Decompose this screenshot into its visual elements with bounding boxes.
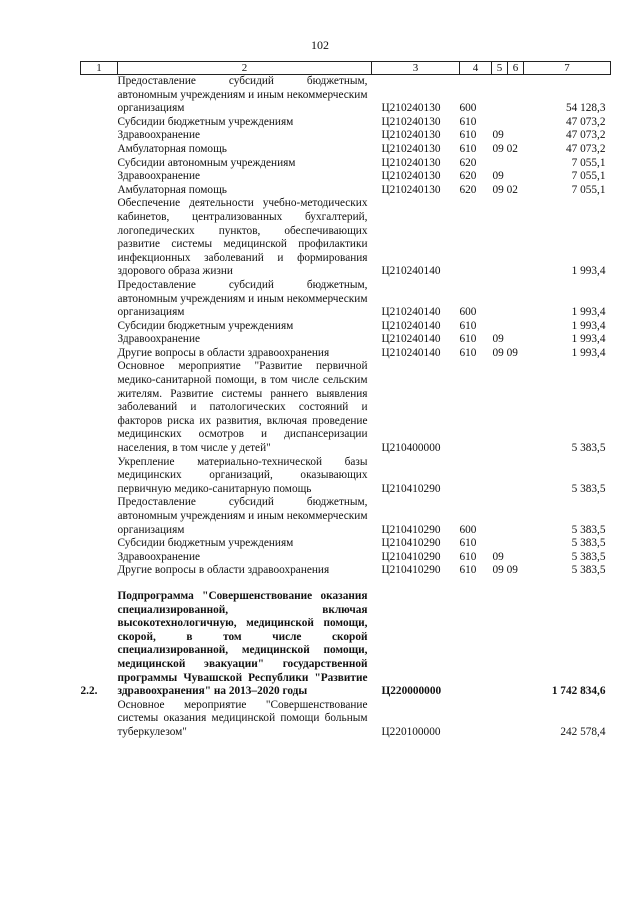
row-sum: 5 383,5 (571, 550, 606, 563)
row-group (460, 360, 492, 455)
table-row (81, 590, 611, 699)
column-header: 1 (81, 62, 118, 75)
table-row (81, 129, 611, 143)
table-row (81, 360, 611, 455)
row-code: Ц210240130 (381, 102, 441, 115)
row-name: Амбулаторная помощь (117, 142, 227, 155)
row-sum: 242 578,4 (560, 725, 606, 738)
row-sum: 1 993,4 (571, 306, 606, 319)
row-group: 620 (459, 156, 477, 169)
row-number (81, 143, 118, 157)
row-sum: 7 055,1 (571, 170, 606, 183)
row-code: Ц210240140 (381, 346, 441, 359)
row-sum: 7 055,1 (571, 183, 606, 196)
table-row (81, 496, 611, 537)
row-section (492, 537, 524, 551)
row-group: 610 (459, 129, 477, 142)
row-number (81, 75, 118, 116)
row-section (492, 157, 524, 171)
table-row (81, 197, 611, 279)
row-name: Основное мероприятие "Совершенствование системы оказания медицинской помощи больным туберкулезом" (117, 698, 368, 738)
row-sum: 47 073,2 (565, 142, 606, 155)
column-header: 3 (372, 62, 460, 75)
row-section (492, 496, 524, 537)
row-group: 610 (459, 333, 477, 346)
row-group: 610 (459, 564, 477, 577)
spacer-row (81, 578, 611, 590)
table-row (81, 184, 611, 198)
row-code: Ц210240130 (381, 170, 441, 183)
row-section (492, 320, 524, 334)
row-name: Субсидии автономным учреждениям (117, 156, 296, 169)
row-number (81, 157, 118, 171)
row-group (460, 197, 492, 279)
table-row (81, 75, 611, 116)
row-name: Здравоохранение (117, 170, 201, 183)
row-group: 600 (459, 306, 477, 319)
row-number: 2.2. (80, 685, 98, 698)
row-name: Предоставление субсидий бюджетным, автономным учреждениям и иным некоммерческим организациям (117, 496, 368, 536)
row-section: 09 02 (492, 142, 518, 155)
row-code: Ц210240140 (381, 333, 441, 346)
row-name: Здравоохранение (117, 550, 201, 563)
row-section (492, 590, 524, 699)
row-number (81, 170, 118, 184)
row-section: 09 (492, 333, 504, 346)
row-code: Ц210240130 (381, 142, 441, 155)
page-number: 102 (311, 38, 329, 52)
row-group: 600 (459, 523, 477, 536)
row-number (81, 360, 118, 455)
row-name: Субсидии бюджетным учреждениям (117, 115, 294, 128)
row-code: Ц220100000 (381, 725, 441, 738)
row-section (492, 699, 524, 740)
row-section: 09 09 (492, 564, 518, 577)
row-section: 09 (492, 129, 504, 142)
row-code: Ц210400000 (381, 442, 441, 455)
table-row (81, 333, 611, 347)
row-group: 610 (459, 537, 477, 550)
row-number (81, 184, 118, 198)
row-number (81, 129, 118, 143)
row-number (81, 320, 118, 334)
row-name: Амбулаторная помощь (117, 183, 227, 196)
row-code: Ц210410290 (381, 482, 441, 495)
table-row (81, 279, 611, 320)
row-sum: 47 073,2 (565, 115, 606, 128)
row-sum: 54 128,3 (565, 102, 606, 115)
row-group (460, 590, 492, 699)
row-code: Ц210410290 (381, 550, 441, 563)
row-sum: 5 383,5 (571, 564, 606, 577)
table-row (81, 347, 611, 361)
row-section: 09 02 (492, 183, 518, 196)
row-name: Укрепление материально-технической базы медицинских организаций, оказывающих первичную медико-санитарную помощь (117, 455, 368, 495)
row-sum: 7 055,1 (571, 156, 606, 169)
row-sum: 5 383,5 (571, 537, 606, 550)
column-header: 2 (118, 62, 372, 75)
row-code: Ц210240140 (381, 306, 441, 319)
column-header: 6 (508, 62, 524, 75)
row-sum: 47 073,2 (565, 129, 606, 142)
row-name: Подпрограмма "Совершенствование оказания специализированной, включая высокотехнологичную, медицинской помощи, скорой, в том числе скорой специализированной, медицинской помощи, медицинской эвакуации" государственной программы Чувашской Республики "Развитие здравоохранения" на 2013–2020 годы (117, 589, 368, 698)
row-number (81, 564, 118, 578)
row-name: Здравоохранение (117, 129, 201, 142)
row-sum: 5 383,5 (571, 482, 606, 495)
row-name: Субсидии бюджетным учреждениям (117, 319, 294, 332)
row-group: 610 (459, 346, 477, 359)
column-header: 7 (524, 62, 611, 75)
table-row (81, 456, 611, 497)
column-header-row (81, 62, 611, 75)
row-number (81, 116, 118, 130)
row-sum: 1 742 834,6 (551, 685, 606, 698)
row-group: 610 (459, 319, 477, 332)
table-row (81, 564, 611, 578)
row-group: 610 (459, 115, 477, 128)
table-row (81, 551, 611, 565)
row-sum: 1 993,4 (571, 319, 606, 332)
row-group: 610 (459, 142, 477, 155)
table-row (81, 143, 611, 157)
row-section: 09 (492, 170, 504, 183)
row-group (460, 699, 492, 740)
column-header: 4 (460, 62, 492, 75)
row-name: Здравоохранение (117, 333, 201, 346)
row-code: Ц210240130 (381, 129, 441, 142)
row-code: Ц210410290 (381, 537, 441, 550)
row-name: Другие вопросы в области здравоохранения (117, 564, 330, 577)
row-code: Ц210410290 (381, 523, 441, 536)
table-row (81, 537, 611, 551)
row-section (492, 197, 524, 279)
row-code: Ц210410290 (381, 564, 441, 577)
row-number (81, 197, 118, 279)
row-number (81, 347, 118, 361)
row-number (81, 333, 118, 347)
row-sum: 1 993,4 (571, 346, 606, 359)
row-name: Другие вопросы в области здравоохранения (117, 346, 330, 359)
row-name: Предоставление субсидий бюджетным, автономным учреждениям и иным некоммерческим организациям (117, 75, 368, 115)
row-sum: 1 993,4 (571, 265, 606, 278)
row-name: Субсидии бюджетным учреждениям (117, 537, 294, 550)
row-code: Ц210240140 (381, 319, 441, 332)
row-section (492, 75, 524, 116)
column-header: 5 (492, 62, 508, 75)
row-group: 610 (459, 550, 477, 563)
row-code: Ц210240130 (381, 183, 441, 196)
row-section: 09 09 (492, 346, 518, 359)
row-name: Основное мероприятие "Развитие первичной медико-санитарной помощи, в том числе сельским жителям. Развитие системы раннего выявления заболеваний и патологических состояний и факторов риска их развития, включая проведение медицинских осмотров и диспансеризации населения, в том числе у детей" (117, 360, 368, 455)
row-section (492, 360, 524, 455)
row-number (81, 537, 118, 551)
table-row (81, 699, 611, 740)
row-number (81, 551, 118, 565)
row-group: 620 (459, 170, 477, 183)
row-code: Ц220000000 (381, 685, 442, 698)
table-row (81, 320, 611, 334)
row-code: Ц210240140 (381, 265, 441, 278)
row-number (81, 496, 118, 537)
table-row (81, 116, 611, 130)
row-section (492, 456, 524, 497)
row-section (492, 279, 524, 320)
row-number (81, 699, 118, 740)
row-sum: 1 993,4 (571, 333, 606, 346)
row-name: Предоставление субсидий бюджетным, автономным учреждениям и иным некоммерческим организациям (117, 278, 368, 319)
table-row (81, 170, 611, 184)
row-group (460, 456, 492, 497)
budget-table (80, 61, 611, 740)
table-row (81, 157, 611, 171)
row-number (81, 456, 118, 497)
row-code: Ц210240130 (381, 115, 441, 128)
row-group: 600 (459, 102, 477, 115)
row-number (81, 279, 118, 320)
row-sum: 5 383,5 (571, 442, 606, 455)
row-name: Обеспечение деятельности учебно-методических кабинетов, централизованных бухгалтерий, логопедических пунктов, обеспечивающих развитие системы медицинской профилактики инфекционных заболеваний и формирования здорового образа жизни (117, 197, 368, 278)
table-body (81, 75, 611, 740)
row-group: 620 (459, 183, 477, 196)
row-section (492, 116, 524, 130)
row-section: 09 (492, 550, 504, 563)
row-code: Ц210240130 (381, 156, 441, 169)
row-sum: 5 383,5 (571, 523, 606, 536)
